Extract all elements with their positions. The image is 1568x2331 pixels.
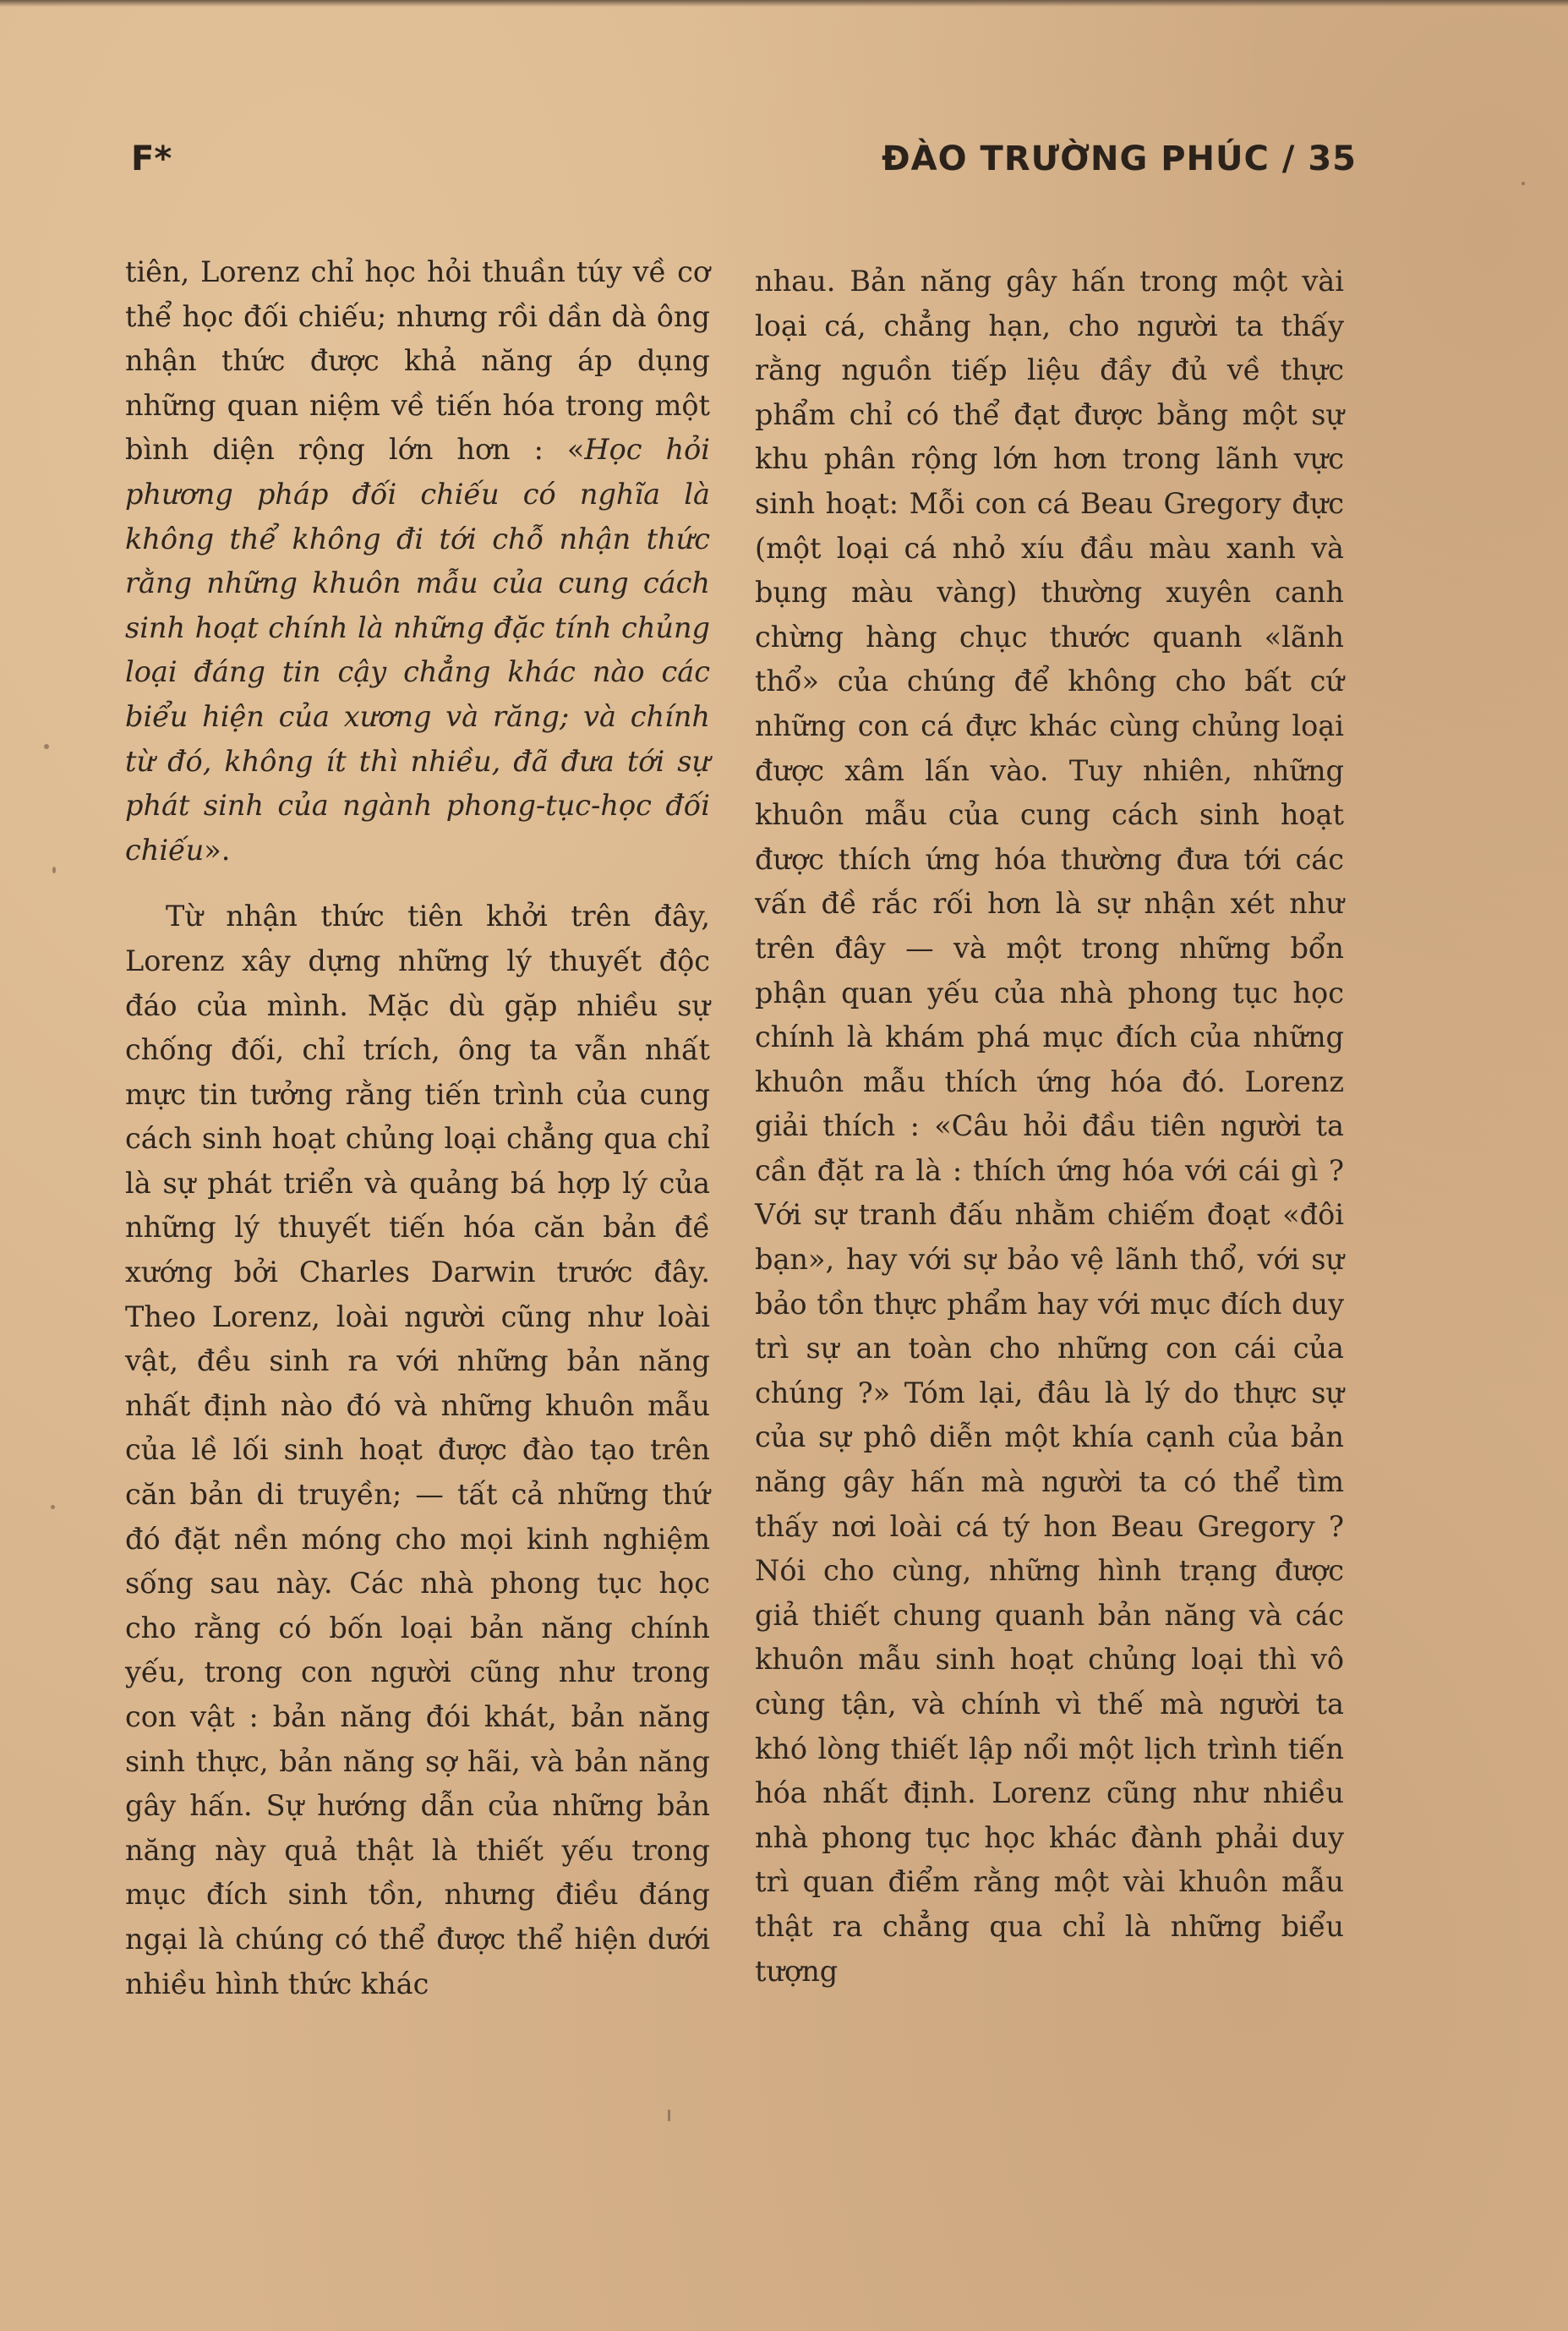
paper-speck [52, 867, 56, 873]
left-paragraph-1-text: tiên, Lorenz chỉ học hỏi thuần túy về cơ thể học đối chiếu; nhưng rồi dần dà ông nhận thức được khả năng áp dụng những quan niệm về tiến hóa trong một bình diện rộng lớn hơn : « [125, 255, 710, 467]
right-paragraph-1: nhau. Bản năng gây hấn trong một vài loại cá, chẳng hạn, cho người ta thấy rằng nguồn tiếp liệu đầy đủ về thực phẩm chỉ có thể đạt được bằng một sự khu phân rộng lớn hơn trong lãnh vực sinh hoạt: Mỗi con cá Beau Gregory đực (một loại cá nhỏ xíu đầu màu xanh và bụng màu vàng) thường xuyên canh chừng hàng chục thước quanh «lãnh thổ» của chúng để không cho bất cứ những con cá đực khác cùng chủng loại được xâm lấn vào. Tuy nhiên, những khuôn mẫu của cung cách sinh hoạt được thích ứng hóa thường đưa tới các vấn đề rắc rối hơn là sự nhận xét như trên đây — và một trong những bổn phận quan yếu của nhà phong tục học chính là khám phá mục đích của những khuôn mẫu thích ứng hóa đó. Lorenz giải thích : «Câu hỏi đầu tiên người ta cần đặt ra là : thích ứng hóa với cái gì ? Với sự tranh đấu nhằm chiếm đoạt «đôi bạn», hay với sự bảo vệ lãnh thổ, với sự bảo tồn thực phẩm hay với mục đích duy trì sự an toàn cho những con cái của chúng ?» Tóm lại, đâu là lý do thực sự của sự phô diễn một khía cạnh của bản năng gây hấn mà người ta có thể tìm thấy nơi loài cá tý hon Beau Gregory ? Nói cho cùng, những hình trạng được giả thiết chung quanh bản năng và các khuôn mẫu sinh hoạt chủng loại thì vô cùng tận, và chính vì thế mà người ta khó lòng thiết lập nổi một lịch trình tiến hóa nhất định. Lorenz cũng như nhiều nhà phong tục học khác đành phải duy trì quan điểm rằng một vài khuôn mẫu thật ra chẳng qua chỉ là những biểu tượng [755, 265, 1344, 1988]
left-paragraph-2: Từ nhận thức tiên khởi trên đây, Lorenz xây dựng những lý thuyết độc đáo của mình. Mặc dù gặp nhiều sự chống đối, chỉ trích, ông ta vẫn nhất mực tin tưởng rằng tiến trình của cung cách sinh hoạt chủng loại chẳng qua chỉ là sự phát triển và quảng bá hợp lý của những lý thuyết tiến hóa căn bản đề xướng bởi Charles Darwin trước đây. Theo Lorenz, loài người cũng như loài vật, đều sinh ra với những bản năng nhất định nào đó và những khuôn mẫu của lề lối sinh hoạt được đào tạo trên căn bản di truyền; — tất cả những thứ đó đặt nền móng cho mọi kinh nghiệm sống sau này. Các nhà phong tục học cho rằng có bốn loại bản năng chính yếu, trong con người cũng như trong con vật : bản năng đói khát, bản năng sinh thực, bản năng sợ hãi, và bản năng gây hấn. Sự hướng dẫn của những bản năng này quả thật là thiết yếu trong mục đích sinh tồn, nhưng điều đáng ngại là chúng có thể được thể hiện dưới nhiều hình thức khác [125, 900, 710, 2000]
paper-speck [44, 744, 49, 749]
paper-speck [668, 2109, 670, 2121]
paper-speck [51, 1505, 55, 1509]
left-column [125, 250, 710, 2006]
left-paragraph-1 [125, 250, 710, 873]
paper-speck [1522, 182, 1525, 185]
signature-mark: F* [131, 140, 172, 178]
page-header [131, 140, 1357, 190]
page-top-edge [0, 0, 1568, 7]
quote-close: ». [204, 833, 231, 867]
lorenz-quote: Học hỏi phương pháp đối chiếu có nghĩa là không thể không đi tới chỗ nhận thức rằng những khuôn mẫu của cung cách sinh hoạt chính là những đặc tính chủng loại đáng tin cậy chẳng khác nào các biểu hiện của xương và răng; và chính từ đó, không ít thì nhiều, đã đưa tới sự phát sinh của ngành phong-tục-học đối chiếu [125, 433, 710, 867]
running-title: ĐÀO TRƯỜNG PHÚC / 35 [882, 140, 1357, 178]
right-column [755, 260, 1344, 1994]
